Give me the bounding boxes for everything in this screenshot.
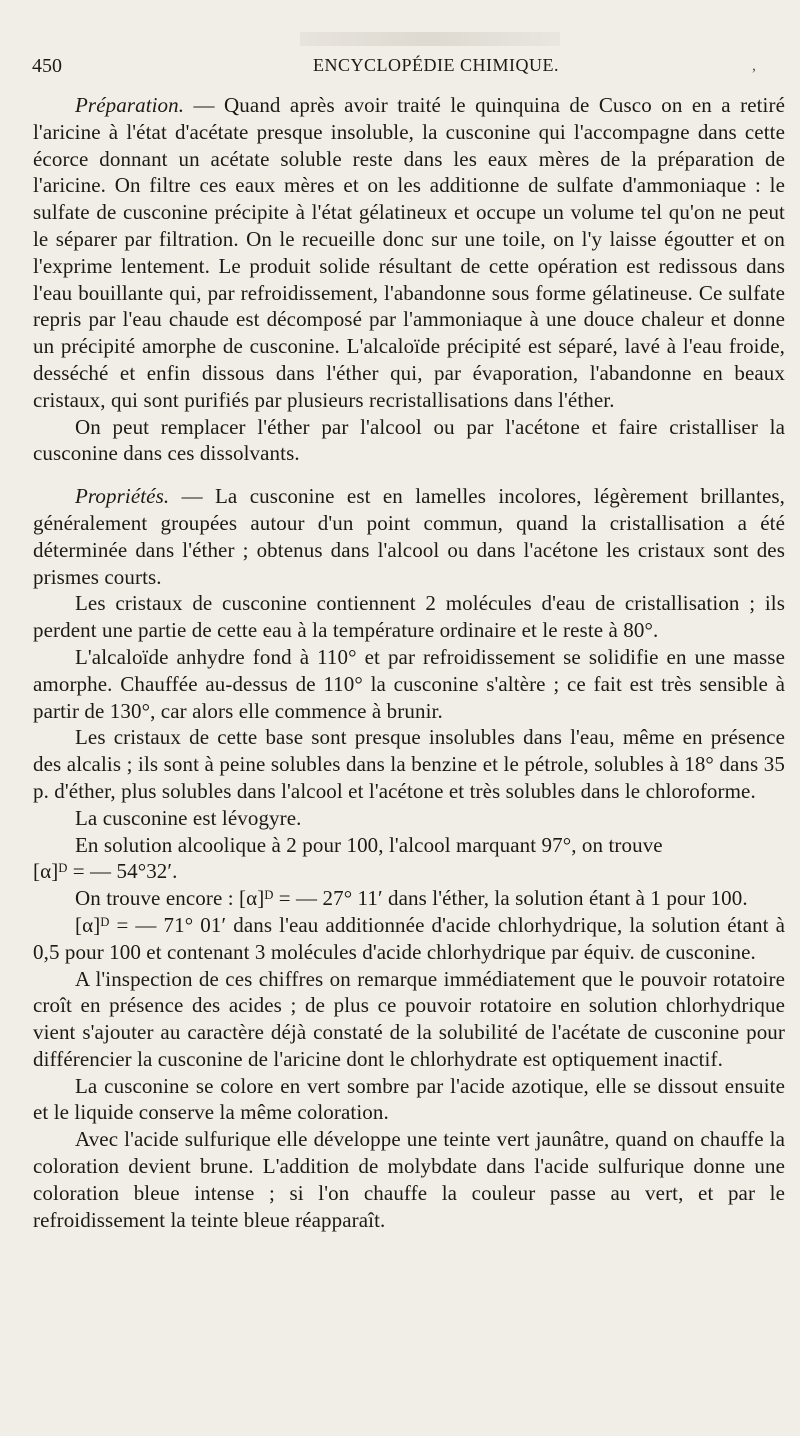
paragraph-proprietes: Propriétés. — La cusconine est en lamelles incolores, légèrement brillantes, généralement groupées autour d'un point commun, quand la cristallisation a été déterminée dans l'éther ; obtenus dans l'alcool ou dans l'acétone les cristaux sont des prismes courts. bbox=[33, 484, 785, 589]
section-heading-proprietes: Propriétés. bbox=[75, 484, 170, 509]
paragraph: On peut remplacer l'éther par l'alcool ou par l'acétone et faire cristalliser la cusconine dans ces dissolvants. bbox=[33, 414, 785, 466]
paragraph: On trouve encore : [α]ᴰ = — 27° 11′ dans l'éther, la solution étant à 1 pour 100. bbox=[75, 886, 748, 911]
paragraph: L'alcaloïde anhydre fond à 110° et par refroidissement se solidifie en une masse amorphe. Chauffée au-dessus de 110° la cusconine s'altère ; ce fait est très sensible à partir de 130°, car alors elle commence à brunir. bbox=[33, 644, 785, 723]
page-number: 450 bbox=[32, 55, 62, 77]
rotation-formula: [α]ᴰ = — 54°32′. bbox=[33, 859, 178, 884]
page-body bbox=[33, 92, 785, 1233]
paragraph: A l'inspection de ces chiffres on remarque immédiatement que le pouvoir rotatoire croît en présence des acides ; de plus ce pouvoir rotatoire en solution chlorhydrique vient s'ajouter au caractère déjà constaté de la solubilité de l'acétate de cusconine pour différencier la cusconine de l'aricine dont le chlorhydrate est optiquement inactif. bbox=[33, 966, 785, 1071]
page-header bbox=[0, 55, 800, 85]
running-title: ENCYCLOPÉDIE CHIMIQUE. bbox=[313, 55, 559, 75]
paragraph: Les cristaux de cette base sont presque insolubles dans l'eau, même en présence des alcalis ; ils sont à peine solubles dans la benzine et le pétrole, solubles à 18° dans 35 p. d'éther, plus solubles dans l'alcool et l'acétone et très solubles dans le chloroforme. bbox=[33, 725, 785, 803]
paragraph: En solution alcoolique à 2 pour 100, l'alcool marquant 97°, on trouve bbox=[75, 832, 663, 857]
paragraph: [α]ᴰ = — 71° 01′ dans l'eau additionnée d'acide chlorhydrique, la solution étant à 0,5 pour 100 et contenant 3 molécules d'acide chlorhydrique par équiv. de cusconine. bbox=[33, 912, 785, 964]
paragraph-preparation: Préparation. — Quand après avoir traité le quinquina de Cusco on en a retiré l'aricine à l'état d'acétate presque insoluble, la cusconine qui l'accompagne dans cette écorce donnant un acétate soluble reste dans les eaux mères de la préparation de l'aricine. On filtre ces eaux mères et on les additionne de sulfate d'ammoniaque : le sulfate de cusconine précipite à l'état gélatineux et occupe un volume tel qu'on ne peut le séparer par filtration. On le recueille donc sur une toile, on l'y laisse égoutter et on l'exprime lentement. Le produit solide résultant de cette opération est redissous dans l'eau bouillante qui, par refroidissement, l'abandonne sous forme gélatineuse. Ce sulfate repris par l'eau chaude est décomposé par l'ammoniaque à une douce chaleur et donne un précipité amorphe de cusconine. L'alcaloïde précipité est séparé, lavé à l'eau froide, desséché et enfin dissous dans l'éther qui, par évaporation, l'abandonne en beaux cristaux, qui sont purifiés par plusieurs recristallisations dans l'éther. bbox=[33, 93, 785, 412]
bleed-through-text bbox=[300, 32, 560, 46]
section-heading-preparation: Préparation. bbox=[75, 93, 185, 117]
paragraph: Les cristaux de cusconine contiennent 2 molécules d'eau de cristallisation ; ils perdent une partie de cette eau à la température ordinaire et le reste à 80°. bbox=[33, 591, 785, 643]
paragraph: Avec l'acide sulfurique elle développe une teinte vert jaunâtre, quand on chauffe la coloration devient brune. L'addition de molybdate dans l'acide sulfurique donne une coloration bleue intense ; si l'on chauffe la couleur passe au vert, et par le refroidissement la teinte bleue réapparaît. bbox=[33, 1127, 785, 1232]
stray-mark: , bbox=[752, 57, 756, 74]
paragraph: La cusconine est lévogyre. bbox=[75, 805, 302, 830]
paragraph: La cusconine se colore en vert sombre par l'acide azotique, elle se dissout ensuite et le liquide conserve la même coloration. bbox=[33, 1073, 785, 1125]
